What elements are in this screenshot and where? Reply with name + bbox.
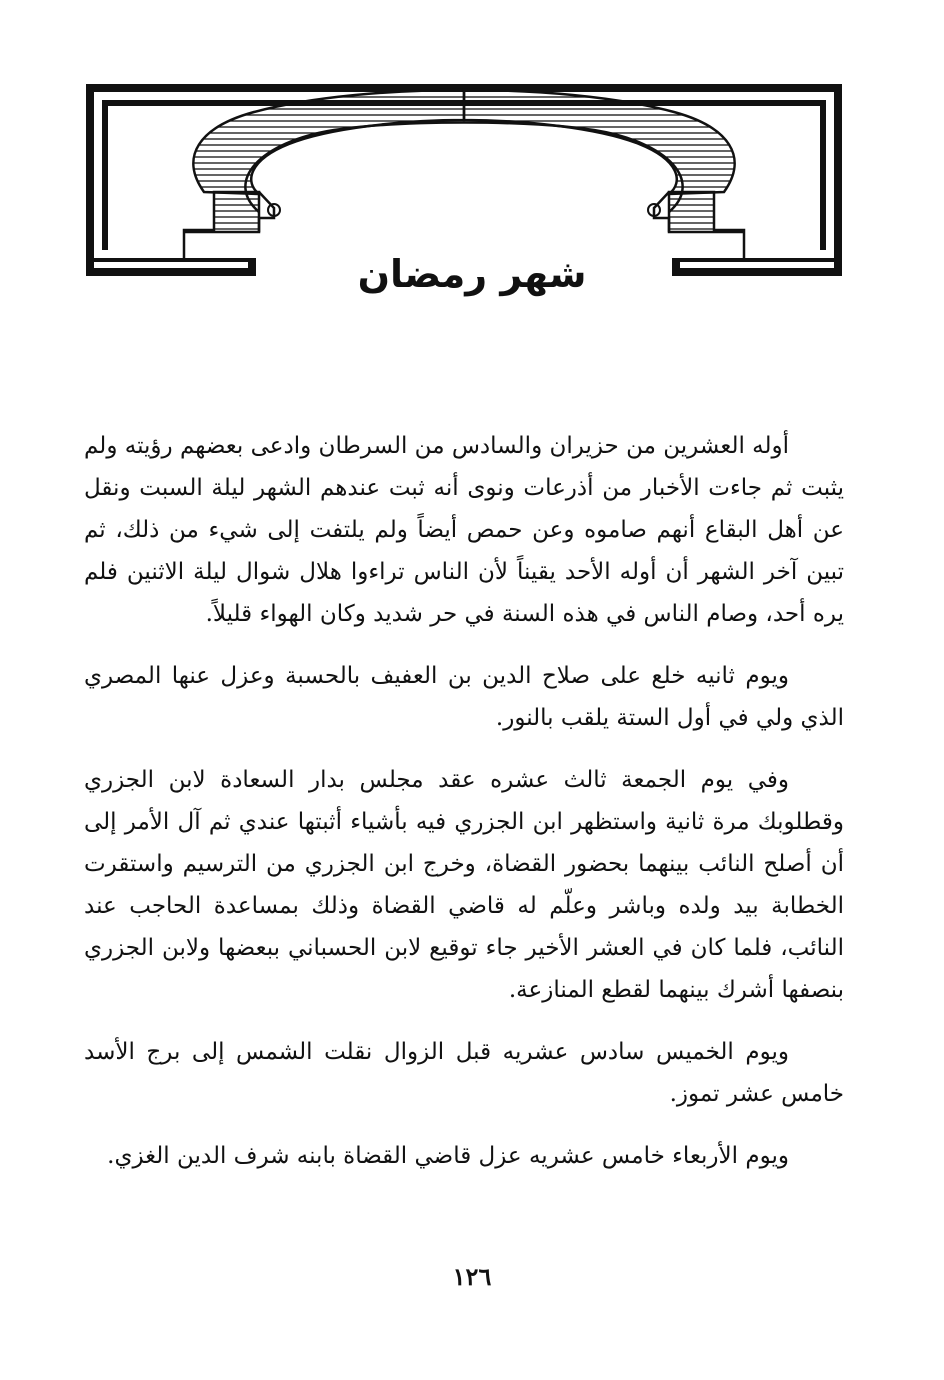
paragraph: ويوم ثانيه خلع على صلاح الدين بن العفيف بالحسبة وعزل عنها المصري الذي ولي في أول الستة يلقب بالنور. [84, 663, 844, 731]
paragraph: أوله العشرين من حزيران والسادس من السرطان وادعى بعضهم رؤيته ولم يثبت ثم جاءت الأخبار من أذرعات ونوى أنه ثبت عندهم الشهر ليلة السبت ونقل عن أهل البقاع أنهم صاموه وعن حمص أيضاً ولم يلتفت إلى شيء من ذلك، ثم تبين آخر الشهر أن أوله الأحد يقيناً لأن الناس تراءوا هلال شوال ليلة الاثنين فلم يره أحد، وصام الناس في هذه السنة في حر شديد وكان الهواء قليلاً. [84, 433, 844, 627]
paragraph: ويوم الخميس سادس عشريه قبل الزوال نقلت الشمس إلى برج الأسد خامس عشر تموز. [84, 1039, 844, 1107]
body-text [84, 425, 844, 1197]
page-number: ١٢٦ [452, 1262, 492, 1291]
paragraph: ويوم الأربعاء خامس عشريه عزل قاضي القضاة بابنه شرف الدين الغزي. [107, 1143, 789, 1169]
arch-ornament-icon [84, 82, 844, 278]
paragraph: وفي يوم الجمعة ثالث عشره عقد مجلس بدار السعادة لابن الجزري وقطلوبك مرة ثانية واستظهر ابن الجزري فيه بأشياء أثبتها عندي ثم آل الأمر إلى أن أصلح النائب بينهما بحضور القضاة، وخرج ابن الجزري من الترسيم واستقرت الخطابة بيد ولده وباشر وعلّم له قاضي القضاة وذلك بمساعدة الحاجب عند النائب، فلما كان في العشر الأخير جاء توقيع لابن الحسباني ببعضها ولابن الجزري بنصفها أشرك بينهما لقطع المنازعة. [84, 767, 844, 1003]
chapter-title: شهر رمضان [357, 252, 587, 296]
